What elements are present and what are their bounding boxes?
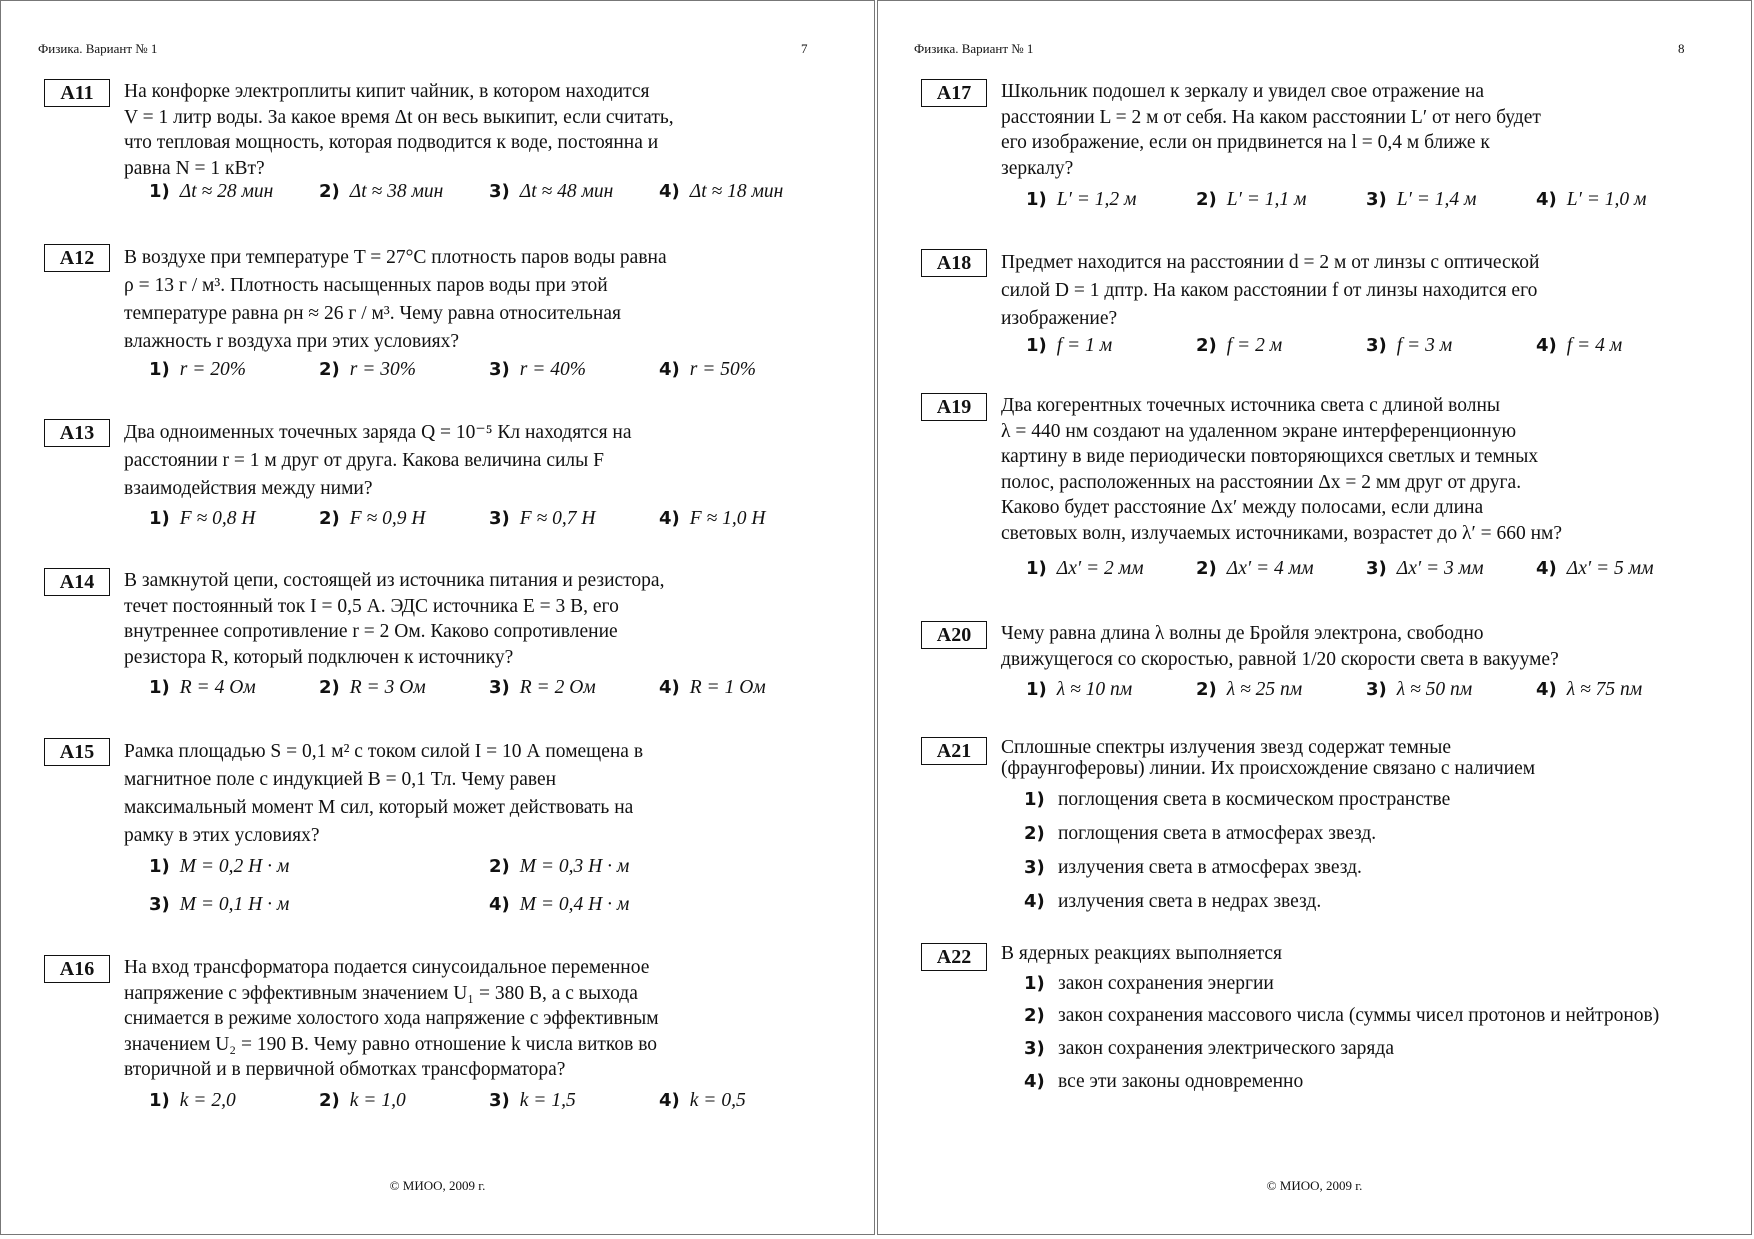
text-line: На вход трансформатора подается синусоидальное переменное <box>124 957 650 978</box>
answer-option[interactable]: 1) закон сохранения энергии <box>1024 973 1274 994</box>
question-text <box>1001 737 1686 779</box>
text-line: изображение? <box>1001 308 1118 329</box>
text-line: Два когерентных точечных источника света с длиной волны <box>1001 395 1501 416</box>
question-label: A22 <box>921 943 987 971</box>
text-line: В воздухе при температуре T = 27°С плотность паров воды равна <box>124 247 667 268</box>
answer-option[interactable]: 4) R = 1 Ом <box>659 677 766 698</box>
text-line: внутреннее сопротивление r = 2 Ом. Каково сопротивление <box>124 621 618 642</box>
answer-option[interactable]: 3) M = 0,1 Н · м <box>149 894 290 915</box>
text-line: зеркалу? <box>1001 157 1074 179</box>
answer-option[interactable]: 3) Δt ≈ 48 мин <box>489 181 614 202</box>
answer-option[interactable]: 4) L′ = 1,0 м <box>1536 189 1647 210</box>
text-line: магнитное поле с индукцией B = 0,1 Тл. Чему равен <box>124 769 557 790</box>
answer-option[interactable]: 3) Δx′ = 3 мм <box>1366 558 1484 579</box>
text-line: Предмет находится на расстоянии d = 2 м от линзы с оптической <box>1001 252 1540 273</box>
question-label: A11 <box>44 79 110 107</box>
text-line: картину в виде периодически повторяющихся светлых и темных <box>1001 446 1539 467</box>
page-number: 8 <box>1678 41 1685 56</box>
answer-option[interactable]: 3) L′ = 1,4 м <box>1366 189 1477 210</box>
answer-option[interactable]: 4) k = 0,5 <box>659 1090 746 1111</box>
answer-option[interactable]: 2) λ ≈ 25 пм <box>1196 679 1303 700</box>
question-text <box>1001 621 1686 672</box>
answer-option[interactable]: 2) L′ = 1,1 м <box>1196 189 1307 210</box>
answer-option[interactable]: 1) R = 4 Ом <box>149 677 256 698</box>
question-label: A12 <box>44 244 110 272</box>
text-line: значением U₂ = 190 В. Чему равно отношение k числа витков во <box>124 1033 658 1055</box>
text-line: максимальный момент M сил, который может действовать на <box>124 797 634 818</box>
question-text <box>1001 393 1686 546</box>
answer-list <box>1024 789 1684 924</box>
question-label: A19 <box>921 393 987 421</box>
page-header: Физика. Вариант № 1 <box>914 41 1034 56</box>
text-line: влажность r воздуха при этих условиях? <box>124 331 460 352</box>
page-header: Физика. Вариант № 1 <box>38 41 158 56</box>
text-line: Сплошные спектры излучения звезд содержат темные <box>1001 737 1451 758</box>
answer-option[interactable]: 1) M = 0,2 Н · м <box>149 856 290 877</box>
text-line: Рамка площадью S = 0,1 м² с током силой I = 10 А помещена в <box>124 741 644 762</box>
answer-option[interactable]: 2) M = 0,3 Н · м <box>489 856 630 877</box>
answer-option[interactable]: 2) k = 1,0 <box>319 1090 406 1111</box>
text-line: ρ = 13 г / м³. Плотность насыщенных паров воды при этой <box>124 275 608 296</box>
answer-option[interactable]: 3) k = 1,5 <box>489 1090 576 1111</box>
answer-option[interactable]: 1) r = 20% <box>149 359 247 380</box>
answer-option[interactable]: 4) f = 4 м <box>1536 335 1623 356</box>
text-line: снимается в режиме холостого хода напряжение с эффективным <box>124 1008 659 1029</box>
question-label: A21 <box>921 737 987 765</box>
question-text <box>124 244 809 356</box>
question-label: A15 <box>44 738 110 766</box>
answer-option[interactable]: 2) F ≈ 0,9 Н <box>319 508 426 529</box>
text-line: что тепловая мощность, которая подводится к воде, постоянна и <box>124 132 659 153</box>
answer-option[interactable]: 4) Δt ≈ 18 мин <box>659 181 784 202</box>
answer-option[interactable]: 3) r = 40% <box>489 359 587 380</box>
answer-option[interactable]: 1) поглощения света в космическом пространстве <box>1024 789 1451 810</box>
answer-option[interactable]: 1) F ≈ 0,8 Н <box>149 508 256 529</box>
answer-option[interactable]: 1) L′ = 1,2 м <box>1026 189 1137 210</box>
question-text <box>124 738 809 850</box>
text-line: силой D = 1 дптр. На каком расстоянии f от линзы находится его <box>1001 280 1538 301</box>
question-text <box>124 955 809 1083</box>
answer-option[interactable]: 3) λ ≈ 50 пм <box>1366 679 1473 700</box>
answer-option[interactable]: 4) M = 0,4 Н · м <box>489 894 630 915</box>
text-line: λ = 440 нм создают на удаленном экране интерференционную <box>1001 420 1517 442</box>
answer-option[interactable]: 4) F ≈ 1,0 Н <box>659 508 766 529</box>
text-line: На конфорке электроплиты кипит чайник, в котором находится <box>124 81 650 102</box>
question-label: A20 <box>921 621 987 649</box>
text-line: его изображение, если он придвинется на l = 0,4 м ближе к <box>1001 132 1490 153</box>
answer-option[interactable]: 1) f = 1 м <box>1026 335 1113 356</box>
answer-option[interactable]: 1) k = 2,0 <box>149 1090 236 1111</box>
text-line: В ядерных реакциях выполняется <box>1001 943 1282 964</box>
text-line: резистора R, который подключен к источнику? <box>124 646 514 668</box>
page-footer: © МИОО, 2009 г. <box>389 1178 486 1193</box>
text-line: (фраунгоферовы) линии. Их происхождение связано с наличием <box>1001 758 1536 779</box>
text-line: расстоянии L = 2 м от себя. На каком расстоянии L′ от него будет <box>1001 106 1541 128</box>
text-line: Каково будет расстояние Δx′ между полосами, если длина <box>1001 497 1484 518</box>
text-line: напряжение с эффективным значением U₁ = 380 В, а с выхода <box>124 982 638 1004</box>
answer-option[interactable]: 4) r = 50% <box>659 359 757 380</box>
right-page <box>877 0 1752 1235</box>
question-label: A14 <box>44 568 110 596</box>
answer-option[interactable]: 2) Δx′ = 4 мм <box>1196 558 1314 579</box>
text-line: полос, расположенных на расстоянии Δx = 2 мм друг от друга. <box>1001 471 1522 493</box>
page-footer: © МИОО, 2009 г. <box>1266 1178 1363 1193</box>
page-number: 7 <box>801 41 808 56</box>
answer-option[interactable]: 3) F ≈ 0,7 Н <box>489 508 596 529</box>
text-line: Школьник подошел к зеркалу и увидел свое отражение на <box>1001 81 1485 102</box>
question-label: A16 <box>44 955 110 983</box>
answer-option[interactable]: 4) Δx′ = 5 мм <box>1536 558 1654 579</box>
text-line: Два одноименных точечных заряда Q = 10⁻⁵ Кл находятся на <box>124 422 632 443</box>
question-label: A13 <box>44 419 110 447</box>
answer-option[interactable]: 3) R = 2 Ом <box>489 677 596 698</box>
text-line: В замкнутой цепи, состоящей из источника питания и резистора, <box>124 570 665 591</box>
answer-option[interactable]: 2) R = 3 Ом <box>319 677 426 698</box>
answer-option[interactable]: 3) излучения света в атмосферах звезд. <box>1024 857 1362 878</box>
answer-option[interactable]: 2) закон сохранения массового числа (суммы чисел протонов и нейтронов) <box>1024 1005 1660 1026</box>
question-label: A18 <box>921 249 987 277</box>
question-text <box>124 419 809 503</box>
text-line: вторичной и в первичной обмотках трансформатора? <box>124 1059 566 1080</box>
answer-option[interactable]: 3) закон сохранения электрического заряда <box>1024 1038 1394 1059</box>
answer-option[interactable]: 4) все эти законы одновременно <box>1024 1071 1304 1092</box>
answer-option[interactable]: 4) излучения света в недрах звезд. <box>1024 891 1322 912</box>
answer-option[interactable]: 1) Δx′ = 2 мм <box>1026 558 1144 579</box>
question-text <box>1001 249 1686 333</box>
question-text <box>1001 79 1686 181</box>
text-line: Чему равна длина λ волны де Бройля электрона, свободно <box>1001 623 1484 644</box>
text-line: течет постоянный ток I = 0,5 А. ЭДС источника Ε = 3 В, его <box>124 595 619 617</box>
answer-option[interactable]: 1) Δt ≈ 28 мин <box>149 181 274 202</box>
text-line: равна N = 1 кВт? <box>124 157 265 179</box>
text-line: рамку в этих условиях? <box>124 825 320 846</box>
answer-option[interactable]: 2) r = 30% <box>319 359 417 380</box>
question-label: A17 <box>921 79 987 107</box>
answer-list <box>1024 973 1684 1104</box>
text-line: расстоянии r = 1 м друг от друга. Какова величина силы F <box>124 450 604 471</box>
text-line: температуре равна ρн ≈ 26 г / м³. Чему равна относительная <box>124 303 621 324</box>
answer-option[interactable]: 2) поглощения света в атмосферах звезд. <box>1024 823 1377 844</box>
text-line: световых волн, излучаемых источниками, возрастет до λ′ = 660 нм? <box>1001 522 1563 544</box>
answer-option[interactable]: 3) f = 3 м <box>1366 335 1453 356</box>
text-line: взаимодействия между ними? <box>124 478 373 499</box>
question-text <box>124 568 809 670</box>
text-line: движущегося со скоростью, равной 1/20 скорости света в вакууме? <box>1001 648 1559 670</box>
answer-option[interactable]: 1) λ ≈ 10 пм <box>1026 679 1133 700</box>
question-text <box>1001 943 1686 964</box>
question-text <box>124 79 809 181</box>
text-line: V = 1 литр воды. За какое время Δt он весь выкипит, если считать, <box>124 106 674 128</box>
answer-option[interactable]: 2) f = 2 м <box>1196 335 1283 356</box>
answer-option[interactable]: 2) Δt ≈ 38 мин <box>319 181 444 202</box>
answer-option[interactable]: 4) λ ≈ 75 пм <box>1536 679 1643 700</box>
left-page <box>0 0 875 1235</box>
